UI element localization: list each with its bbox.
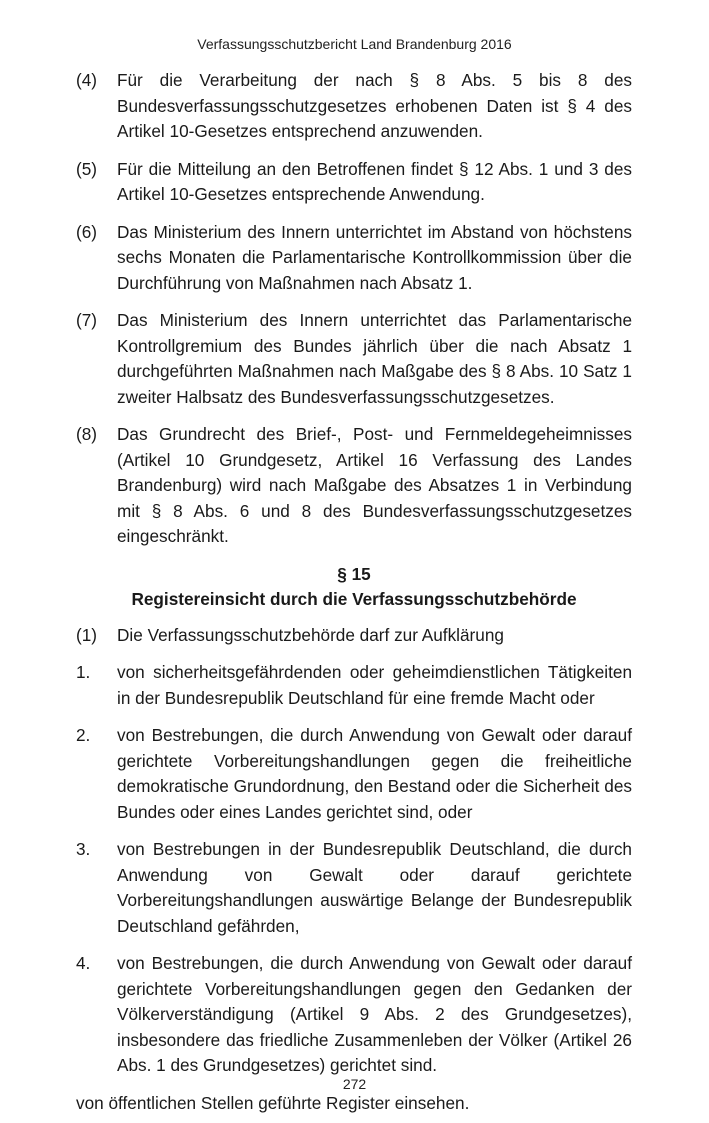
paragraph xyxy=(76,68,632,145)
list-item-number: 3. xyxy=(76,839,91,859)
paragraph-number: (7) xyxy=(76,310,98,330)
list-item xyxy=(76,951,632,1079)
paragraph-text: Das Ministerium des Innern unterrichtet das Parlamentarische Kontrollgremium des Bundes jährlich über die nach Absatz 1 durchgeführten Maßnahmen nach Maßgabe des § 8 Abs. 10 Satz 1 zweiter Halbsatz des Bundesverfassungsschutzgesetzes. xyxy=(117,310,632,407)
list-item xyxy=(76,723,632,825)
paragraph-text: Für die Mitteilung an den Betroffenen findet § 12 Abs. 1 und 3 des Artikel 10-Gesetzes entsprechende Anwendung. xyxy=(117,158,632,204)
list-item-text: von Bestrebungen in der Bundesrepublik Deutschland, die durch Anwendung von Gewalt oder darauf gerichtete Vorbereitungshandlungen auswärtige Belange der Bundesrepublik Deutschland gefährden, xyxy=(117,839,632,936)
list-item-text: von sicherheitsgefährdenden oder geheimdienstlichen Tätigkeiten in der Bundesrepublik Deutschland für eine fremde Macht oder xyxy=(117,662,632,708)
page-number: 272 xyxy=(342,1076,367,1092)
running-header: Verfassungsschutzbericht Land Brandenburg 2016 xyxy=(197,36,512,52)
closing-sentence: von öffentlichen Stellen geführte Register einsehen. xyxy=(76,1092,470,1113)
paragraph-number: (1) xyxy=(76,624,98,645)
paragraph-number: (4) xyxy=(76,70,98,90)
paragraph xyxy=(76,422,632,550)
list-item-text: von Bestrebungen, die durch Anwendung von Gewalt oder darauf gerichtete Vorbereitungshandlungen gegen den Gedanken der Völkerverständigung (Artikel 9 Abs. 2 des Grundgesetzes), insbesondere das friedliche Zusammenleben der Völker (Artikel 26 Abs. 1 des Grundgesetzes) gerichtet sind. xyxy=(117,953,632,1075)
page-content xyxy=(76,68,632,1116)
paragraph-number: (5) xyxy=(76,158,98,179)
paragraph-number: (6) xyxy=(76,221,98,242)
paragraph xyxy=(76,220,632,297)
list-item xyxy=(76,660,632,711)
section-number: § 15 xyxy=(337,563,371,584)
paragraph-text: Die Verfassungsschutzbehörde darf zur Aufklärung xyxy=(117,624,504,645)
list-item-number: 4. xyxy=(76,953,91,973)
list-item-text: von Bestrebungen, die durch Anwendung von Gewalt oder darauf gerichtete Vorbereitungshandlungen gegen die freiheitliche demokratische Grundordnung, den Bestand oder die Sicherheit des Bundes oder eines Landes gerichtet sind, oder xyxy=(117,725,632,822)
list-item-number: 1. xyxy=(76,662,91,682)
paragraph xyxy=(76,157,632,208)
list-item-number: 2. xyxy=(76,725,91,745)
paragraph-text: Das Grundrecht des Brief-, Post- und Fernmeldegeheimnisses (Artikel 10 Grundgesetz, Artikel 16 Verfassung des Landes Brandenburg) wird nach Maßgabe des Absatzes 1 in Verbindung mit § 8 Abs. 6 und 8 des Bundesverfassungsschutzgesetzes eingeschränkt. xyxy=(117,424,632,546)
list-item xyxy=(76,837,632,939)
paragraph xyxy=(76,308,632,410)
paragraph-text: Für die Verarbeitung der nach § 8 Abs. 5 bis 8 des Bundesverfassungsschutzgesetzes erhobenen Daten ist § 4 des Artikel 10-Gesetzes entsprechend anzuwenden. xyxy=(117,70,632,141)
paragraph xyxy=(76,623,632,649)
paragraph-number: (8) xyxy=(76,424,98,444)
section-title: Registereinsicht durch die Verfassungsschutzbehörde xyxy=(131,589,577,609)
paragraph-text: Das Ministerium des Innern unterrichtet im Abstand von höchstens sechs Monaten die Parlamentarische Kontrollkommission über die Durchführung von Maßnahmen nach Absatz 1. xyxy=(117,221,632,293)
